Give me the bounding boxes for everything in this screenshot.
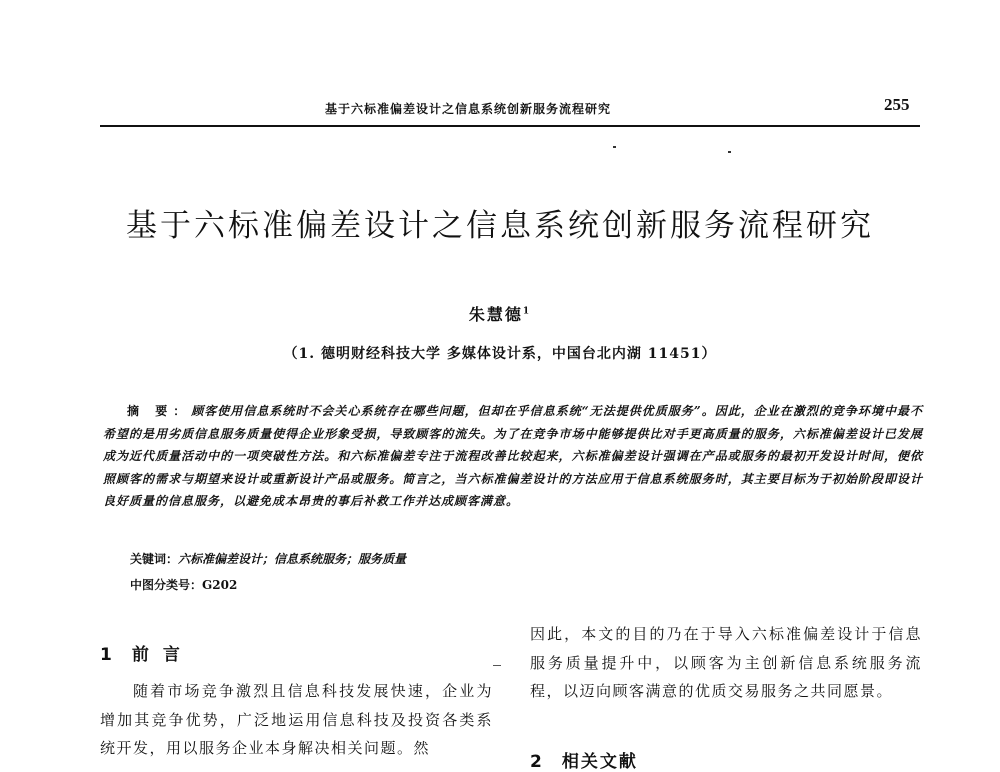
author-line: [0, 302, 1000, 325]
classification-line: [130, 576, 237, 593]
classification-value: G202: [202, 578, 238, 592]
keywords-label: 关键词：: [130, 552, 179, 566]
section-heading-introduction: [100, 640, 194, 665]
page-number: 255: [884, 95, 910, 114]
abstract-text: 顾客使用信息系统时不会关心系统存在哪些问题，但却在乎信息系统“无法提供优质服务”。因此，企业在激烈的竞争环境中最不希望的是用劣质信息服务质量使得企业形象受损，导致顾客的流失。为了在竞争市场中能够提供比对手更高质量的服务，六标准偏差设计已发展成为近代质量活动中的一项突破性方法。和六标准偏差专注于流程改善比较起来，六标准偏差设计强调在产品或服务的最初开发设计时间，便依照顾客的需求与期望来设计或重新设计产品或服务。简言之，当六标准偏差设计的方法应用于信息系统服务时，其主要目标为于初始阶段即设计良好质量的信息服务，以避免成本昂贵的事后补救工作并达成顾客满意。: [103, 404, 923, 508]
left-column-paragraph: 随着市场竞争激烈且信息科技发展快速，企业为增加其竞争优势，广泛地运用信息科技及投资各类系统开发，用以服务企业本身解决相关问题。然: [100, 682, 493, 757]
keywords-line: [130, 550, 406, 567]
scan-speck: [728, 151, 731, 153]
right-column-paragraph: 因此，本文的目的乃在于导入六标准偏差设计于信息服务质量提升中，以顾客为主创新信息系统服务流程，以迈向顾客满意的优质交易服务之共同愿景。: [530, 625, 922, 700]
keywords-value: 六标准偏差设计；信息系统服务；服务质量: [178, 552, 407, 566]
section-title: 前言: [131, 645, 194, 665]
author-affiliation-marker: 1: [522, 306, 532, 317]
section-heading-related-work: [530, 747, 638, 772]
affiliation: （1. 德明财经科技大学 多媒体设计系，中国台北内湖 11451）: [283, 346, 717, 362]
scan-speck: [613, 146, 616, 148]
section-number: 1: [100, 645, 114, 665]
abstract-label: 摘 要：: [127, 404, 192, 418]
column-marker: [493, 665, 501, 666]
header-rule: [100, 125, 920, 127]
running-head-title: 基于六标准偏差设计之信息系统创新服务流程研究: [325, 102, 612, 116]
paper-title: 基于六标准偏差设计之信息系统创新服务流程研究: [126, 208, 874, 244]
abstract: [103, 400, 923, 513]
classification-label: 中图分类号：: [130, 578, 203, 592]
section-number: 2: [530, 752, 544, 772]
author-name: 朱慧德: [468, 305, 523, 324]
section-title: 相关文献: [561, 752, 638, 772]
